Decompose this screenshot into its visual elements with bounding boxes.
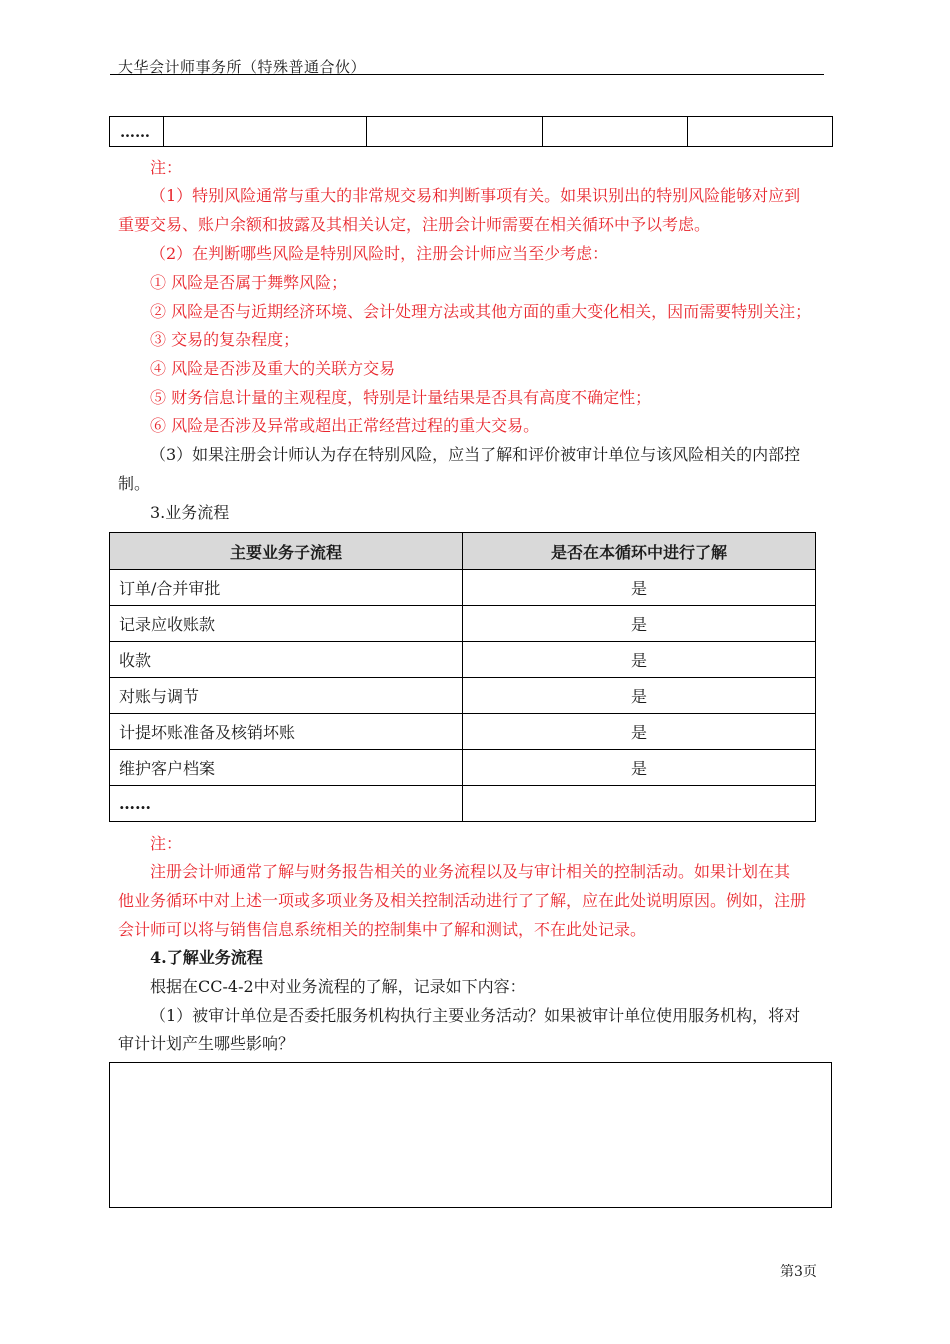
note-paragraph-cont: 他业务循环中对上述一项或多项业务及相关控制活动进行了了解，应在此处说明原因。例如，注册 (118, 891, 807, 910)
table-row (110, 714, 816, 750)
table-row (110, 570, 816, 606)
empty-cell (688, 117, 833, 147)
column-header-understood: 是否在本循环中进行了解 (463, 533, 816, 570)
empty-cell (543, 117, 688, 147)
note-paragraph-3-cont: 制。 (118, 474, 151, 493)
subprocess-cell: …… (110, 786, 463, 822)
note-paragraph-cont: 会计师可以将与销售信息系统相关的控制集中了解和测试，不在此处记录。 (118, 920, 647, 939)
note-item: ⑥ 风险是否涉及异常或超出正常经营过程的重大交易。 (150, 416, 540, 435)
subprocess-cell: 对账与调节 (110, 678, 463, 714)
understood-cell: 是 (463, 570, 816, 606)
subprocess-cell: 计提坏账准备及核销坏账 (110, 714, 463, 750)
table-row (110, 678, 816, 714)
table-row (110, 606, 816, 642)
table-row (110, 117, 833, 147)
risk-table-continuation (109, 116, 833, 147)
section-4-title: 4.了解业务流程 (150, 948, 263, 967)
note-item: ④ 风险是否涉及重大的关联方交易 (150, 359, 396, 378)
answer-box[interactable] (109, 1062, 832, 1208)
note-paragraph: 注册会计师通常了解与财务报告相关的业务流程以及与审计相关的控制活动。如果计划在其 (150, 862, 791, 881)
understood-cell: 是 (463, 606, 816, 642)
header-divider (110, 74, 824, 75)
table-header-row (110, 533, 816, 570)
section-3-title: 3.业务流程 (150, 503, 230, 522)
column-header-subprocess: 主要业务子流程 (110, 533, 463, 570)
table-row (110, 642, 816, 678)
empty-cell (367, 117, 543, 147)
subprocess-cell: 订单/合并审批 (110, 570, 463, 606)
firm-name: 大华会计师事务所（特殊普通合伙） (118, 58, 367, 76)
ellipsis-cell: …… (110, 117, 164, 147)
business-process-table (109, 532, 816, 822)
note-paragraph-1-cont: 重要交易、账户余额和披露及其相关认定，注册会计师需要在相关循环中予以考虑。 (118, 215, 711, 234)
subprocess-cell: 收款 (110, 642, 463, 678)
table-row (110, 750, 816, 786)
understood-cell: 是 (463, 678, 816, 714)
note-title: 注： (150, 158, 183, 177)
understood-cell: 是 (463, 642, 816, 678)
page-number: 第3页 (780, 1264, 817, 1280)
table-row (110, 786, 816, 822)
note-paragraph-2: （2）在判断哪些风险是特别风险时，注册会计师应当至少考虑： (150, 244, 609, 263)
question-1: （1）被审计单位是否委托服务机构执行主要业务活动？如果被审计单位使用服务机构，将对 (150, 1006, 801, 1025)
empty-cell (164, 117, 367, 147)
section-4-intro: 根据在CC-4-2中对业务流程的了解，记录如下内容： (150, 977, 526, 996)
subprocess-cell: 维护客户档案 (110, 750, 463, 786)
note-item: ⑤ 财务信息计量的主观程度，特别是计量结果是否具有高度不确定性； (150, 388, 652, 407)
note-item: ① 风险是否属于舞弊风险； (150, 273, 348, 292)
note-paragraph-1: （1）特别风险通常与重大的非常规交易和判断事项有关。如果识别出的特别风险能够对应到 (150, 186, 801, 205)
note-item: ③ 交易的复杂程度； (150, 330, 300, 349)
understood-cell (463, 786, 816, 822)
question-1-cont: 审计计划产生哪些影响？ (118, 1034, 295, 1053)
note-title: 注： (150, 834, 183, 853)
note-paragraph-3: （3）如果注册会计师认为存在特别风险，应当了解和评价被审计单位与该风险相关的内部控 (150, 445, 801, 464)
understood-cell: 是 (463, 750, 816, 786)
understood-cell: 是 (463, 714, 816, 750)
note-item: ② 风险是否与近期经济环境、会计处理方法或其他方面的重大变化相关，因而需要特别关注； (150, 302, 812, 321)
subprocess-cell: 记录应收账款 (110, 606, 463, 642)
